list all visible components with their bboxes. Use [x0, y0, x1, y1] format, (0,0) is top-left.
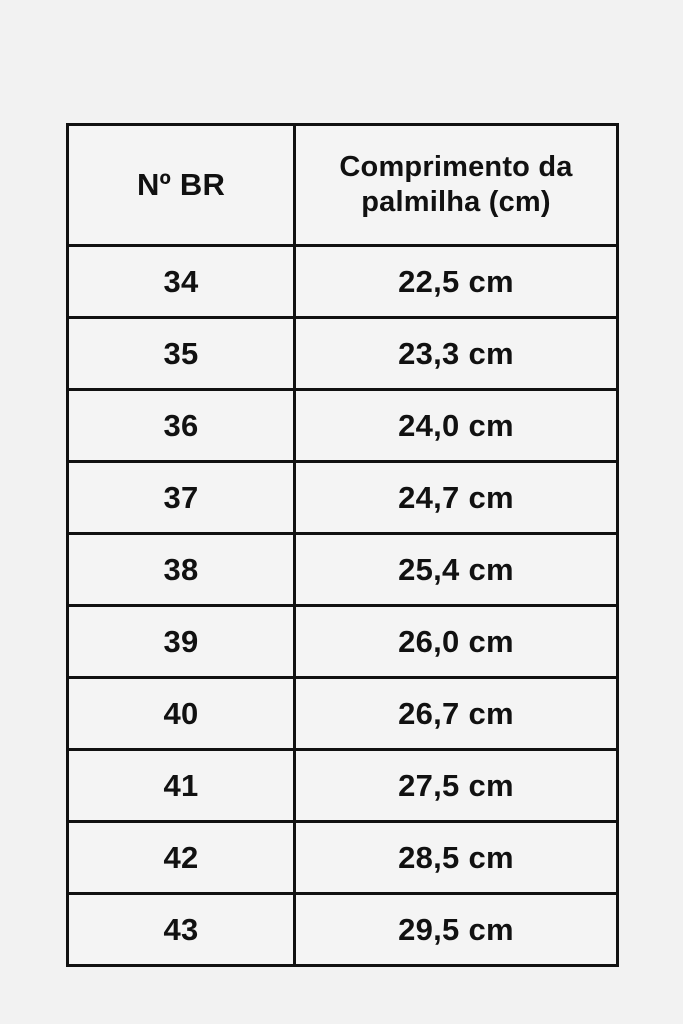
column-header-size: Nº BR — [68, 125, 295, 246]
cell-size: 35 — [68, 318, 295, 390]
cell-size: 42 — [68, 822, 295, 894]
cell-size: 43 — [68, 894, 295, 966]
cell-size: 38 — [68, 534, 295, 606]
size-chart — [66, 123, 616, 967]
table-row — [68, 678, 618, 750]
cell-size: 34 — [68, 246, 295, 318]
cell-length: 28,5 cm — [295, 822, 618, 894]
table-body — [68, 246, 618, 966]
table-row — [68, 390, 618, 462]
table-row — [68, 246, 618, 318]
cell-size: 36 — [68, 390, 295, 462]
cell-length: 23,3 cm — [295, 318, 618, 390]
cell-length: 26,0 cm — [295, 606, 618, 678]
table-row — [68, 462, 618, 534]
cell-length: 24,0 cm — [295, 390, 618, 462]
cell-length: 24,7 cm — [295, 462, 618, 534]
cell-length: 25,4 cm — [295, 534, 618, 606]
size-table — [66, 123, 619, 967]
cell-size: 40 — [68, 678, 295, 750]
table-header-row — [68, 125, 618, 246]
cell-size: 41 — [68, 750, 295, 822]
table-row — [68, 750, 618, 822]
column-header-insole-length: Comprimento da palmilha (cm) — [295, 125, 618, 246]
table-row — [68, 606, 618, 678]
table-row — [68, 534, 618, 606]
cell-size: 37 — [68, 462, 295, 534]
cell-size: 39 — [68, 606, 295, 678]
table-row — [68, 894, 618, 966]
cell-length: 22,5 cm — [295, 246, 618, 318]
table-row — [68, 822, 618, 894]
cell-length: 27,5 cm — [295, 750, 618, 822]
cell-length: 29,5 cm — [295, 894, 618, 966]
table-header — [68, 125, 618, 246]
table-row — [68, 318, 618, 390]
cell-length: 26,7 cm — [295, 678, 618, 750]
